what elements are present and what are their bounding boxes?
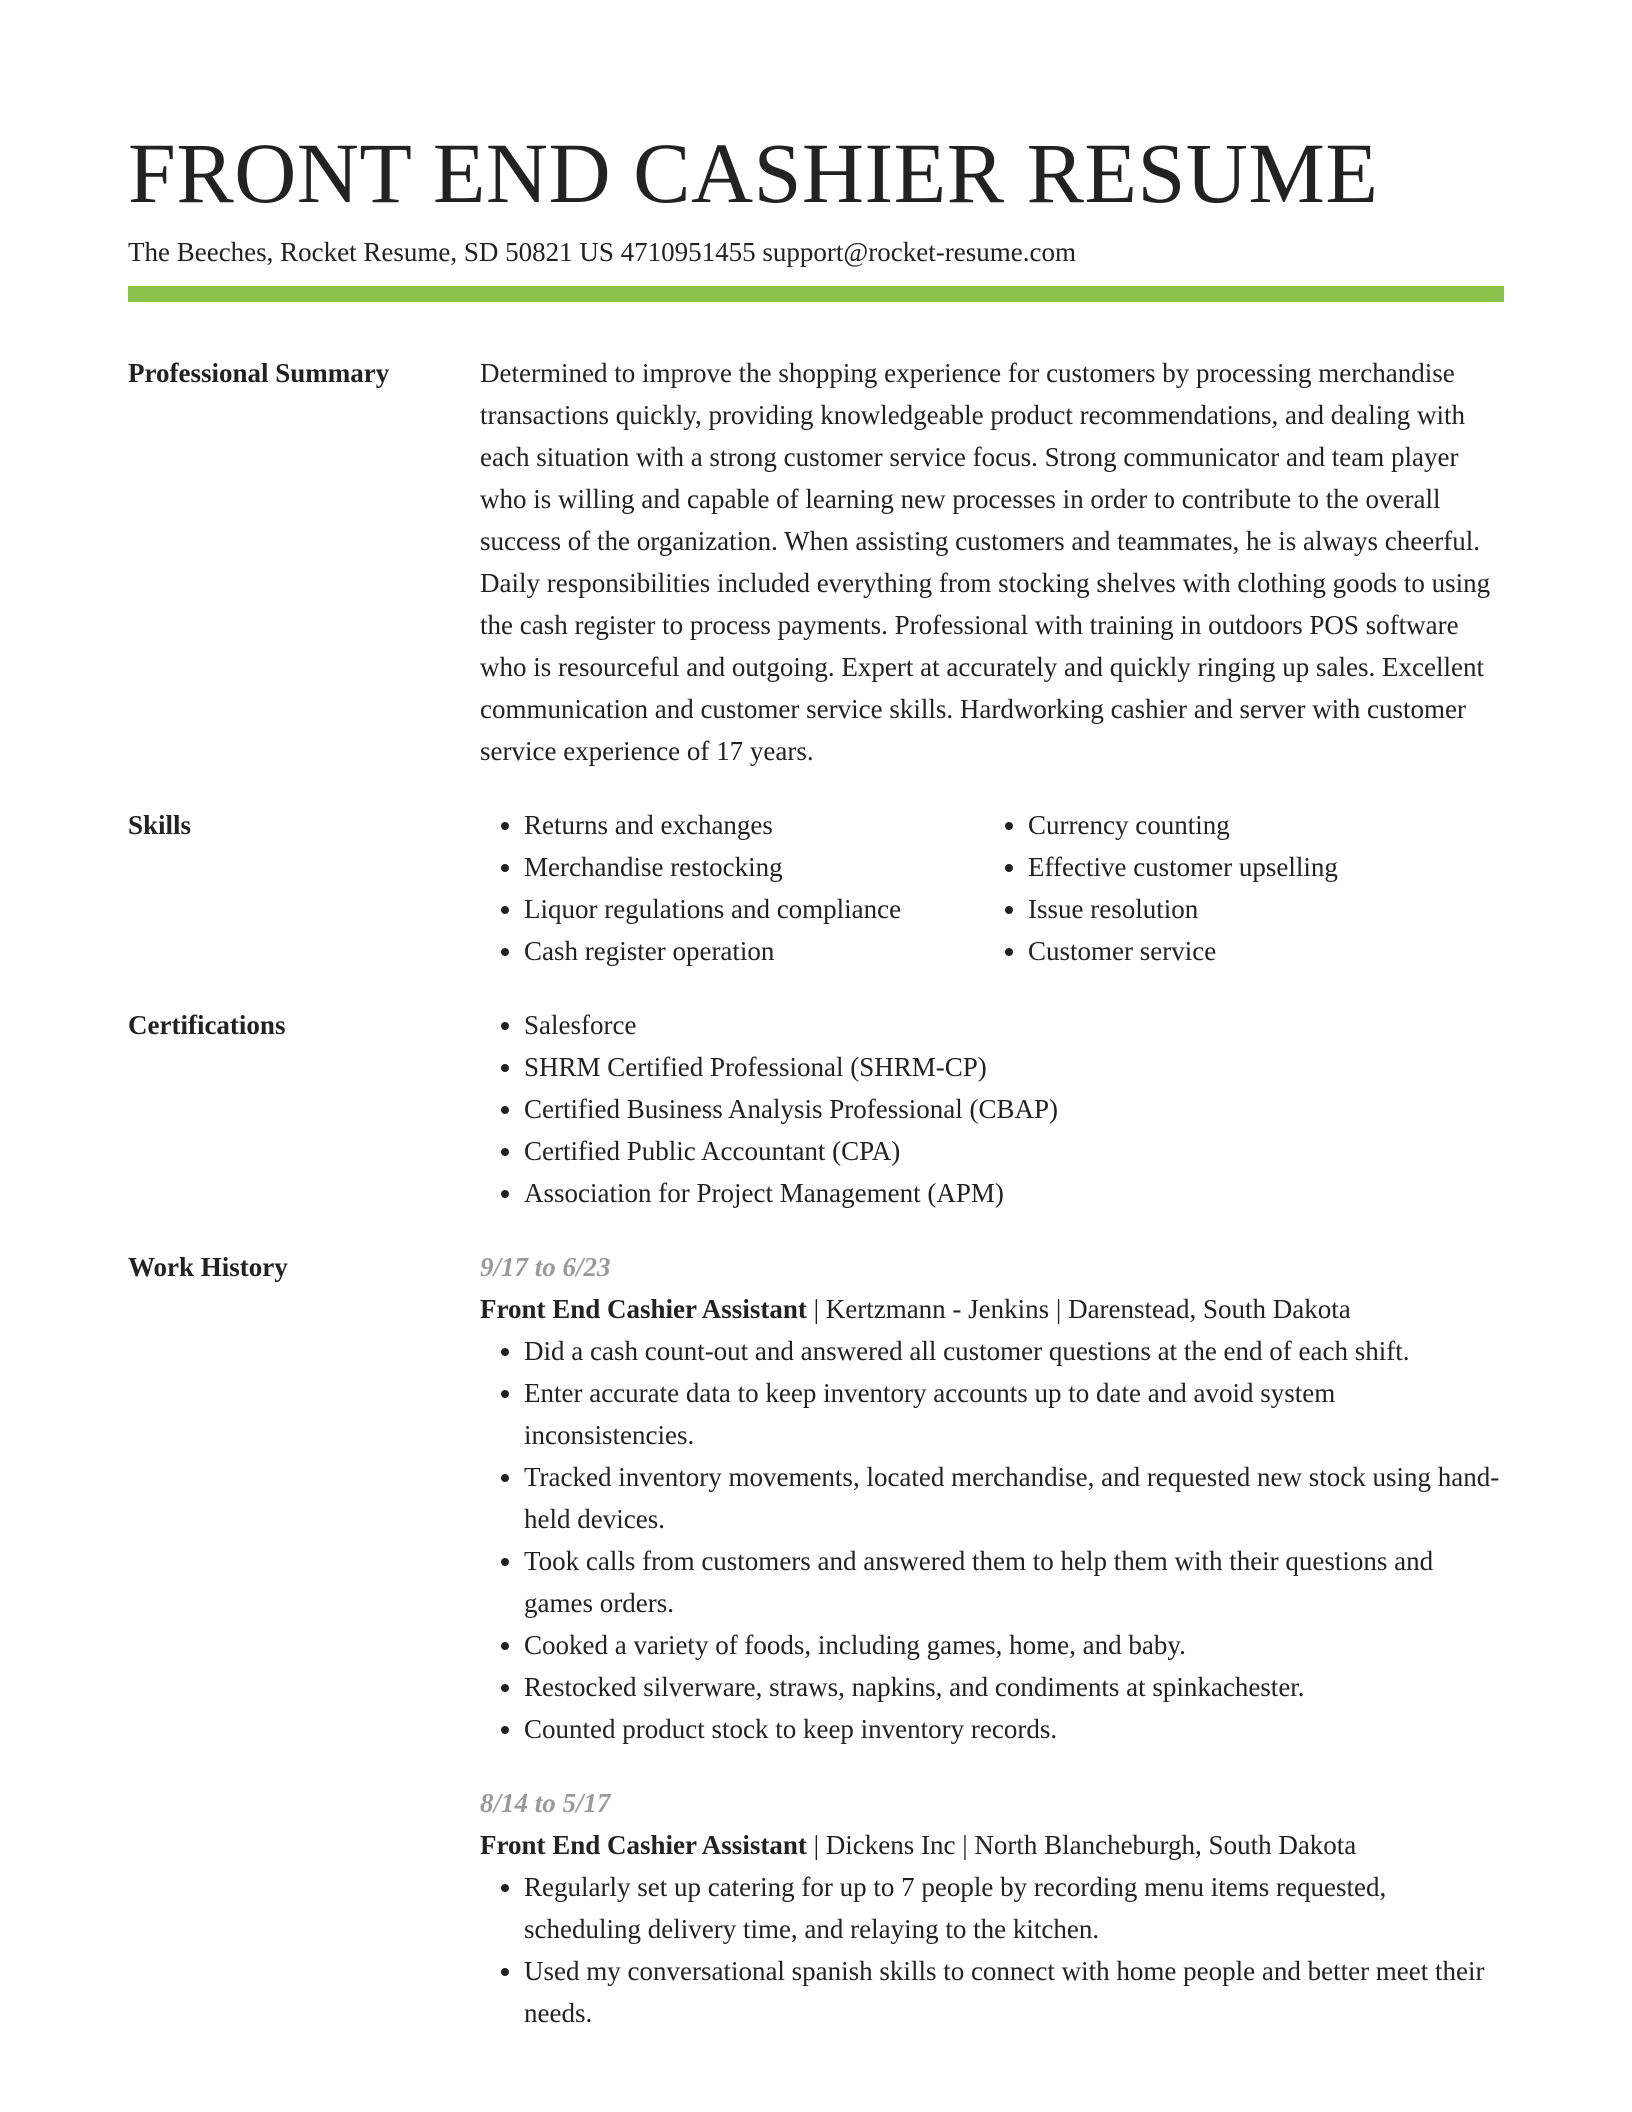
contact-address: The Beeches, Rocket Resume, SD 50821 US xyxy=(128,237,614,267)
skill-item: • Currency counting xyxy=(1028,804,1488,846)
skills-list-right xyxy=(984,804,1488,972)
certification-item: • SHRM Certified Professional (SHRM-CP) xyxy=(524,1046,1504,1088)
header-divider xyxy=(128,286,1504,302)
skill-item: • Returns and exchanges xyxy=(524,804,984,846)
job-duty: • Cooked a variety of foods, including games, home, and baby. xyxy=(524,1624,1504,1666)
job-title: Front End Cashier Assistant xyxy=(480,1294,807,1324)
section-work-history xyxy=(128,1246,1504,2034)
section-skills xyxy=(128,804,1504,972)
job-dates: 8/14 to 5/17 xyxy=(480,1788,611,1818)
section-label-skills: Skills xyxy=(128,810,192,840)
certification-item: • Certified Business Analysis Professional (CBAP) xyxy=(524,1088,1504,1130)
skill-item: • Liquor regulations and compliance xyxy=(524,888,984,930)
work-history-body xyxy=(480,1246,1504,2034)
section-label-summary: Professional Summary xyxy=(128,358,390,388)
skill-item: • Cash register operation xyxy=(524,930,984,972)
skill-item: • Merchandise restocking xyxy=(524,846,984,888)
job-separator: | xyxy=(813,1830,819,1860)
job-duty: • Regularly set up catering for up to 7 people by recording menu items requested, scheduling delivery time, and relaying to the kitchen. xyxy=(524,1866,1504,1950)
contact-phone: 4710951455 xyxy=(620,237,756,267)
certifications-list xyxy=(480,1004,1504,1214)
skill-item: • Effective customer upselling xyxy=(1028,846,1488,888)
job-location: Darenstead, South Dakota xyxy=(1068,1294,1351,1324)
job-duty: • Took calls from customers and answered them to help them with their questions and games orders. xyxy=(524,1540,1504,1624)
job-duties-list xyxy=(480,1866,1504,2034)
job-duty: • Restocked silverware, straws, napkins, and condiments at spinkachester. xyxy=(524,1666,1504,1708)
certifications-body xyxy=(480,1004,1504,1214)
job-heading xyxy=(480,1288,1504,1330)
job-entry xyxy=(480,1782,1504,2034)
skills-list-left xyxy=(480,804,984,972)
skill-item: • Customer service xyxy=(1028,930,1488,972)
skill-item: • Issue resolution xyxy=(1028,888,1488,930)
skills-body xyxy=(480,804,1504,972)
job-duty: • Used my conversational spanish skills to connect with home people and better meet their needs. xyxy=(524,1950,1504,2034)
contact-email: support@rocket-resume.com xyxy=(762,237,1076,267)
job-separator: | xyxy=(813,1294,819,1324)
job-heading xyxy=(480,1824,1504,1866)
job-company: Dickens Inc xyxy=(825,1830,956,1860)
job-company: Kertzmann - Jenkins xyxy=(825,1294,1050,1324)
section-professional-summary xyxy=(128,352,1504,772)
section-certifications xyxy=(128,1004,1504,1214)
skills-column-left xyxy=(480,804,984,972)
certification-item: • Association for Project Management (APM) xyxy=(524,1172,1504,1214)
job-separator: | xyxy=(1055,1294,1062,1324)
resume-page xyxy=(128,118,1504,2034)
section-label-work-history: Work History xyxy=(128,1252,288,1282)
skills-grid xyxy=(480,804,1504,972)
certification-item: • Certified Public Accountant (CPA) xyxy=(524,1130,1504,1172)
job-title: Front End Cashier Assistant xyxy=(480,1830,807,1860)
job-duty: • Tracked inventory movements, located merchandise, and requested new stock using hand-held devices. xyxy=(524,1456,1504,1540)
contact-line xyxy=(128,234,1504,270)
job-separator: | xyxy=(962,1830,968,1860)
summary-text: Determined to improve the shopping experience for customers by processing merchandise transactions quickly, providing knowledgeable product recommendations, and dealing with each situation with a strong customer service focus. Strong communicator and team player who is willing and capable of learning new processes in order to contribute to the overall success of the organization. When assisting customers and teammates, he is always cheerful. Daily responsibilities included everything from stocking shelves with clothing goods to using the cash register to process payments. Professional with training in outdoors POS software who is resourceful and outgoing. Expert at accurately and quickly ringing up sales. Excellent communication and customer service skills. Hardworking cashier and server with customer service experience of 17 years. xyxy=(480,358,1491,766)
skills-column-right xyxy=(984,804,1488,972)
section-label-certifications: Certifications xyxy=(128,1010,286,1040)
job-duty: • Enter accurate data to keep inventory accounts up to date and avoid system inconsistencies. xyxy=(524,1372,1504,1456)
job-dates: 9/17 to 6/23 xyxy=(480,1252,611,1282)
job-duty: • Counted product stock to keep inventory records. xyxy=(524,1708,1504,1750)
job-entry xyxy=(480,1246,1504,1750)
job-duties-list xyxy=(480,1330,1504,1750)
certification-item: • Salesforce xyxy=(524,1004,1504,1046)
job-duty: • Did a cash count-out and answered all customer questions at the end of each shift. xyxy=(524,1330,1504,1372)
page-title: FRONT END CASHIER RESUME xyxy=(128,125,1379,221)
job-location: North Blancheburgh, South Dakota xyxy=(974,1830,1357,1860)
